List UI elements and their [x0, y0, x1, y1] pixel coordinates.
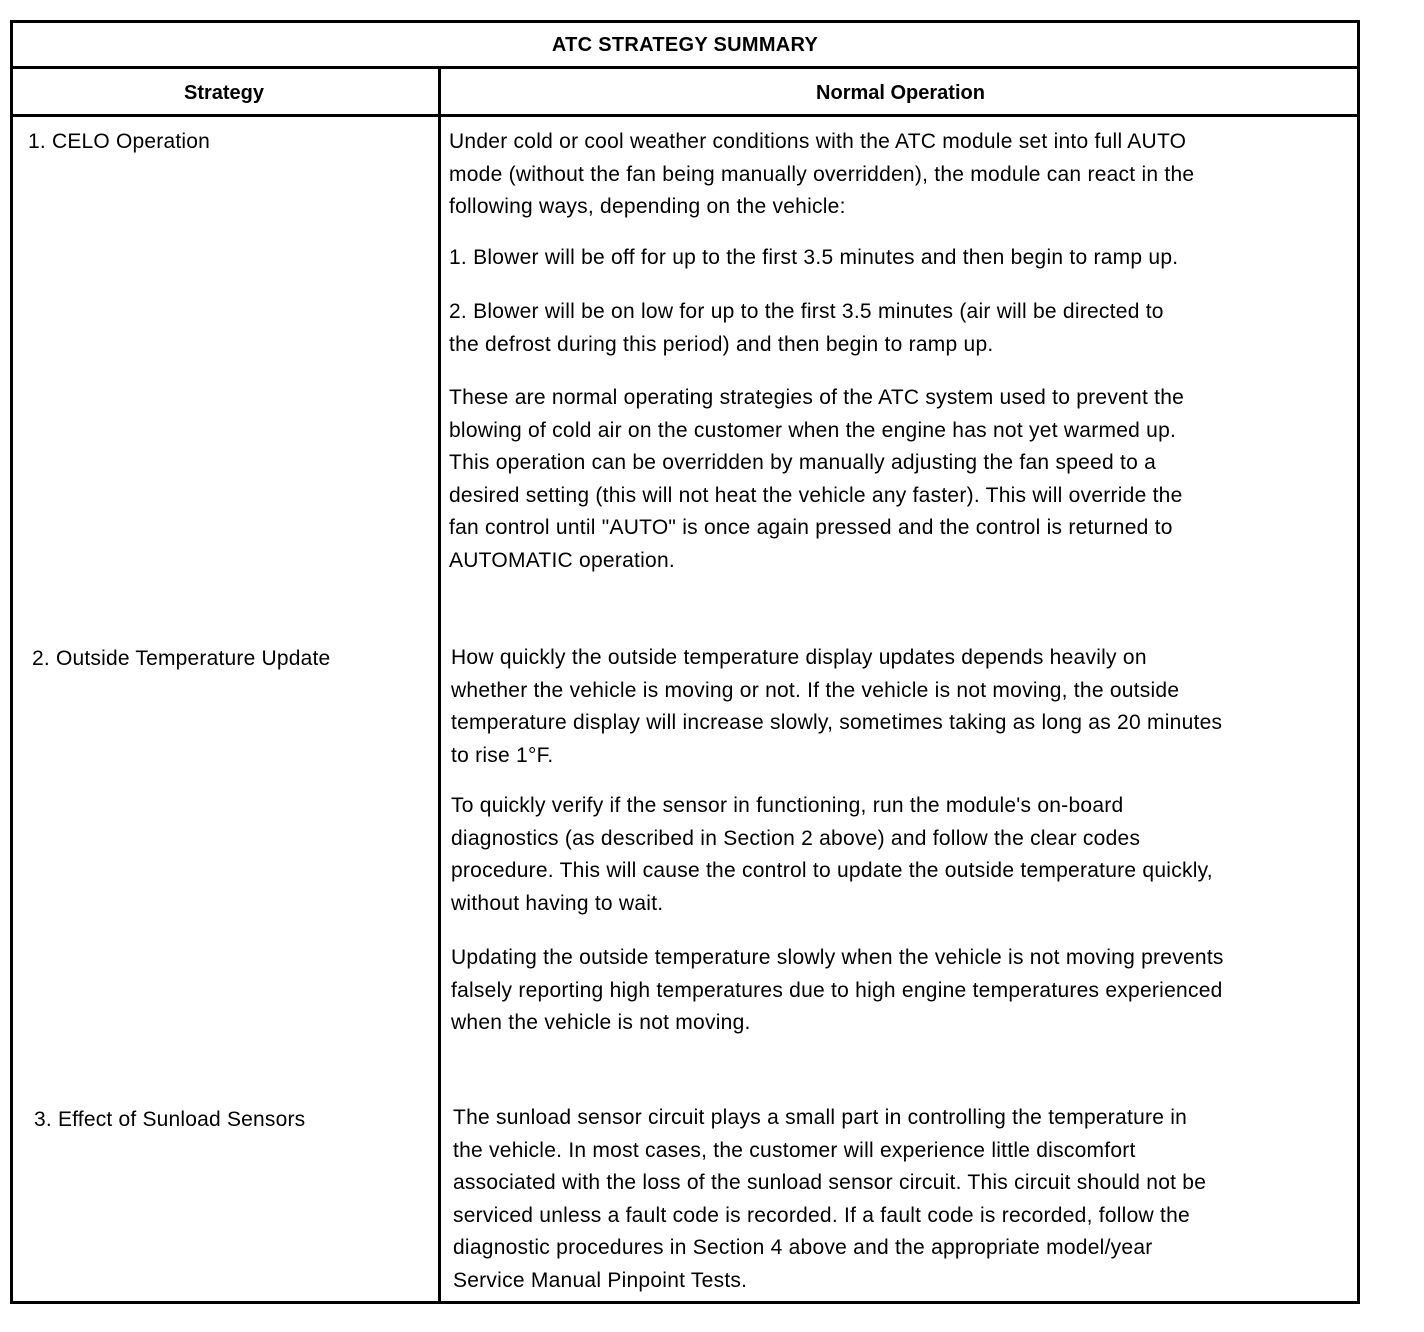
text-line: mode (without the fan being manually overridden), the module can react in the	[449, 162, 1195, 186]
operation-paragraph	[449, 242, 1178, 275]
text-line: whether the vehicle is moving or not. If the vehicle is not moving, the outside	[451, 678, 1180, 702]
text-line: 2. Blower will be on low for up to the first 3.5 minutes (air will be directed to	[449, 300, 1164, 323]
text-line: desired setting (this will not heat the vehicle any faster). This will override the	[449, 483, 1183, 507]
strategy-label: 1. CELO Operation	[28, 130, 210, 153]
text-line: when the vehicle is not moving.	[451, 1011, 751, 1035]
text-line: These are normal operating strategies of the ATC system used to prevent the	[449, 386, 1185, 409]
operation-paragraph	[451, 790, 1213, 920]
operation-paragraph	[451, 642, 1222, 772]
text-line: Updating the outside temperature slowly when the vehicle is not moving prevents	[451, 946, 1224, 969]
text-line: the defrost during this period) and then begin to ramp up.	[449, 332, 994, 356]
text-line: fan control until "AUTO" is once again pressed and the control is returned to	[449, 516, 1173, 540]
text-line: blowing of cold air on the customer when the engine has not yet warmed up.	[449, 418, 1177, 442]
strategy-label: 3. Effect of Sunload Sensors	[34, 1108, 306, 1131]
operation-paragraph	[451, 942, 1224, 1040]
text-line: following ways, depending on the vehicle:	[449, 195, 846, 219]
column-divider	[438, 68, 441, 1304]
operation-paragraph	[449, 296, 1164, 361]
text-line: to rise 1°F.	[451, 743, 554, 767]
text-line: AUTOMATIC operation.	[449, 548, 675, 572]
text-line: The sunload sensor circuit plays a small part in controlling the temperature in	[453, 1106, 1188, 1129]
text-line: To quickly verify if the sensor in functioning, run the module's on-board	[451, 794, 1124, 817]
text-line: diagnostics (as described in Section 2 above) and follow the clear codes	[451, 826, 1141, 850]
header-normal-operation: Normal Operation	[816, 82, 985, 104]
text-line: Under cold or cool weather conditions with the ATC module set into full AUTO	[449, 130, 1187, 153]
text-line: falsely reporting high temperatures due to high engine temperatures experienced	[451, 978, 1223, 1002]
text-line: How quickly the outside temperature display updates depends heavily on	[451, 646, 1147, 669]
operation-paragraph	[449, 126, 1194, 224]
text-line: temperature display will increase slowly, sometimes taking as long as 20 minutes	[451, 711, 1223, 735]
text-line: Service Manual Pinpoint Tests.	[453, 1268, 748, 1292]
text-line: without having to wait.	[451, 891, 664, 915]
text-line: This operation can be overridden by manually adjusting the fan speed to a	[449, 451, 1157, 475]
text-line: serviced unless a fault code is recorded. If a fault code is recorded, follow the	[453, 1203, 1190, 1227]
text-line: procedure. This will cause the control to update the outside temperature quickly,	[451, 859, 1213, 883]
text-line: diagnostic procedures in Section 4 above and the appropriate model/year	[453, 1236, 1153, 1260]
strategy-label: 2. Outside Temperature Update	[32, 647, 331, 670]
operation-paragraph	[449, 382, 1184, 578]
table-title: ATC STRATEGY SUMMARY	[551, 34, 819, 56]
text-line: 1. Blower will be off for up to the first 3.5 minutes and then begin to ramp up.	[449, 246, 1179, 269]
header-strategy: Strategy	[183, 82, 265, 104]
operation-paragraph	[453, 1102, 1206, 1298]
text-line: the vehicle. In most cases, the customer will experience little discomfort	[453, 1138, 1136, 1162]
text-line: associated with the loss of the sunload sensor circuit. This circuit should not be	[453, 1171, 1207, 1195]
